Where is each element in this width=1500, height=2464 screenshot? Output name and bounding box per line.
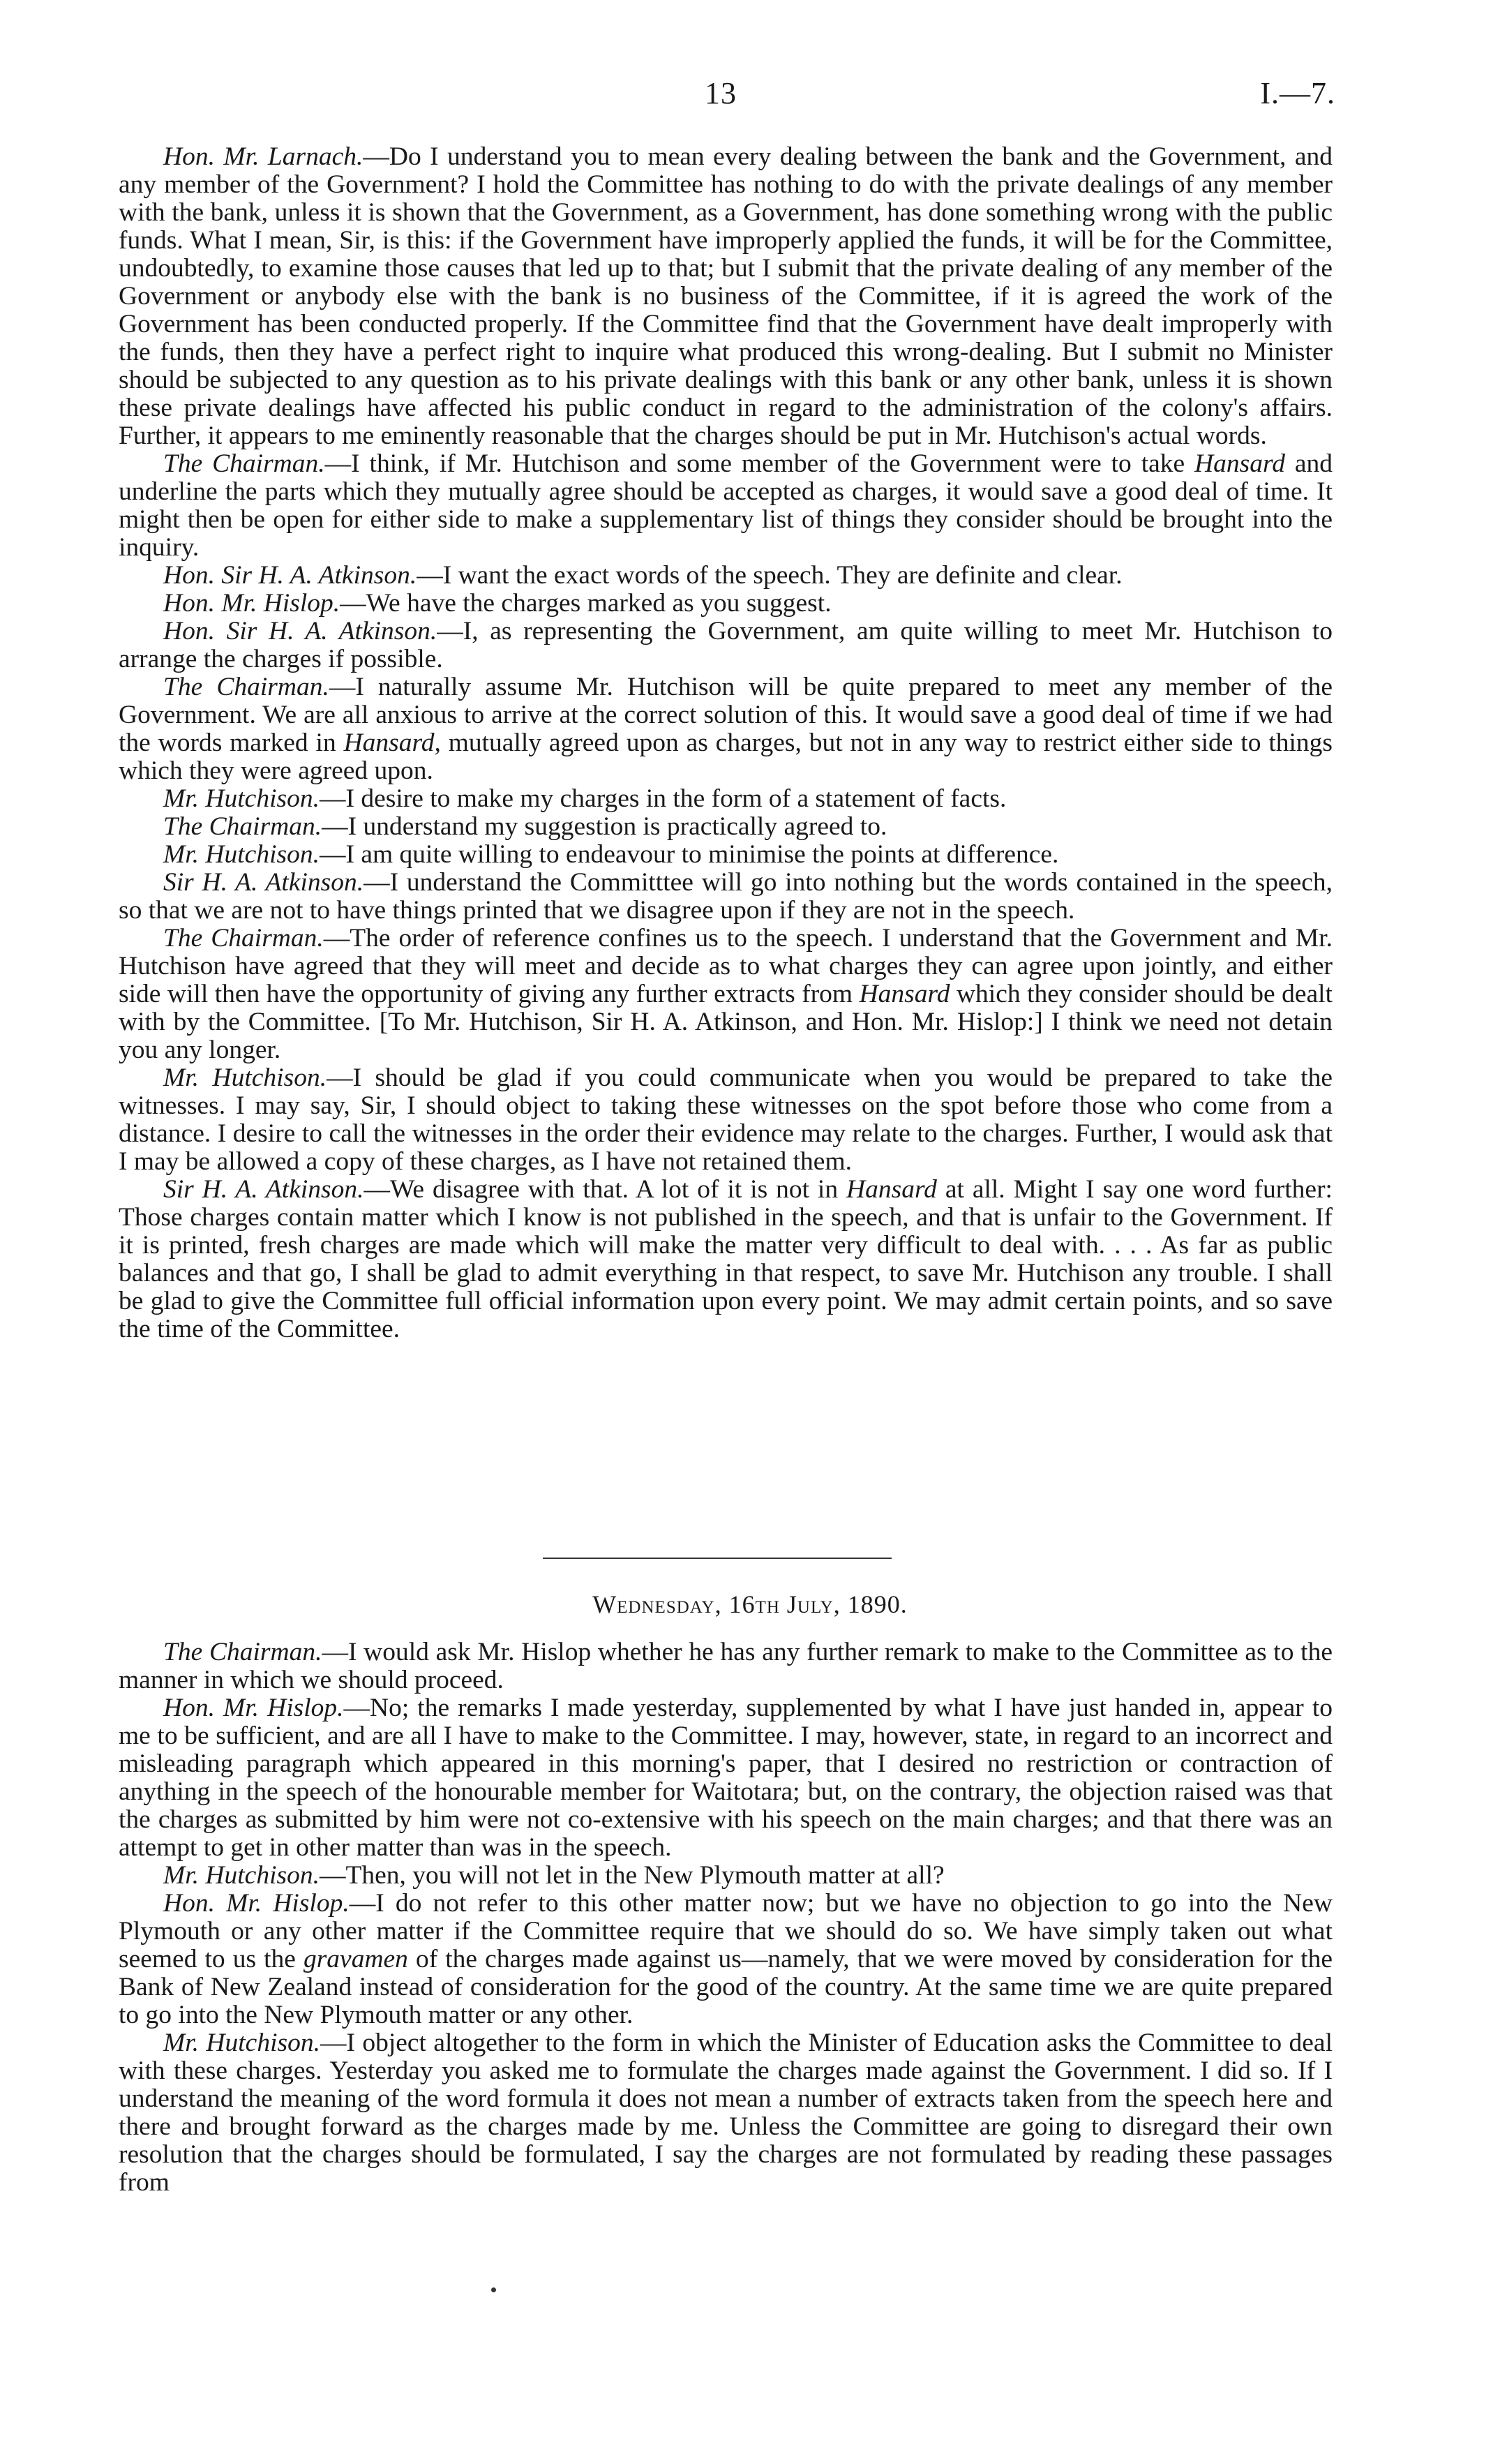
- speech-paragraph: [119, 590, 1333, 618]
- speech-paragraph: [119, 1638, 1333, 1694]
- speech-text: —I want the exact words of the speech. They are definite and clear.: [417, 561, 1123, 590]
- speech-paragraph: [119, 1064, 1333, 1176]
- speech-text: —No; the remarks I made yesterday, supplemented by what I have just handed in, appear to me to be sufficient, and are all I have to make to the Committee. I may, however, state, in regard to an incorrect and misleading paragraph which appeared in this morning's paper, that I desired no restriction or contraction of anything in the speech of the honourable member for Waitotara; but, on the contrary, the objection raised was that the charges as submitted by him were not co-extensive with his speech on the main charges; and that there was an attempt to get in other matter than was in the speech.: [119, 1694, 1333, 1862]
- speech-text: —Do I understand you to mean every dealing between the bank and the Government, and any member of the Government? I hold the Committee has nothing to do with the private dealings of any member with the bank, unless it is shown that the Government, as a Government, has done something wrong with the public funds. What I mean, Sir, is this: if the Government have improperly applied the funds, it will be for the Committee, undoubtedly, to examine those causes that led up to that; but I submit that the private dealing of any member of the Government or anybody else with the bank is no business of the Committee, if it is agreed the work of the Government has been conducted properly. If the Committee find that the Government have dealt improperly with the funds, then they have a perfect right to inquire what produced this wrong-dealing. But I submit no Minister should be subjected to any question as to his private dealings with this bank or any other bank, unless it is shown these private dealings have affected his public conduct in regard to the administration of the colony's affairs. Further, it appears to me eminently reasonable that the charges should be put in Mr. Hutchison's actual words.: [119, 142, 1333, 450]
- speech-paragraph: [119, 562, 1333, 590]
- speaker-name: Mr. Hutchison.: [163, 784, 320, 813]
- speech-paragraph: [119, 450, 1333, 562]
- emphasized-text: Hansard: [846, 1175, 937, 1204]
- speech-text: at all. Might I say one word further: Those charges contain matter which I know is not published in the speech, and that is unfair to the Government. If it is printed, fresh charges are made which will make the matter very difficult to deal with. . . . As far as public balances and that go, I shall be glad to admit everything in that respect, to save Mr. Hutchison any trouble. I shall be glad to give the Committee full official information upon every point. We may admit certain points, and so save the time of the Committee.: [119, 1175, 1333, 1343]
- speech-text: —I think, if Mr. Hutchison and some member of the Government were to take: [324, 449, 1195, 478]
- speech-paragraph: [119, 841, 1333, 869]
- emphasized-text: gravamen: [303, 1945, 408, 1973]
- speaker-name: Hon. Mr. Hislop.: [163, 1889, 350, 1918]
- speech-paragraph: [119, 925, 1333, 1064]
- speech-text: —I, as representing the Government, am quite willing to meet Mr. Hutchison to arrange the charges if possible.: [119, 617, 1333, 673]
- proceedings-section-2: [119, 1638, 1333, 2197]
- speaker-name: Hon. Sir H. A. Atkinson.: [163, 561, 417, 590]
- speaker-name: The Chairman.: [163, 924, 324, 953]
- date-heading: Wednesday, 16th July, 1890.: [592, 1590, 908, 1618]
- speech-paragraph: [119, 618, 1333, 673]
- section-divider: [543, 1558, 892, 1559]
- speech-paragraph: [119, 1694, 1333, 1862]
- speaker-name: Mr. Hutchison.: [163, 1861, 320, 1890]
- page-reference: I.—7.: [1260, 76, 1335, 110]
- speech-text: —We disagree with that. A lot of it is not in: [363, 1175, 847, 1204]
- speech-text: which they consider should be dealt with by the Committee. [To Mr. Hutchison, Sir H. A. Atkinson, and Hon. Mr. Hislop:] I think we need not detain you any longer.: [119, 980, 1333, 1064]
- speaker-name: Hon. Mr. Hislop.: [163, 589, 340, 618]
- speaker-name: Sir H. A. Atkinson.: [163, 868, 364, 897]
- speech-text: —I understand my suggestion is practically agreed to.: [322, 812, 887, 841]
- speech-text: —I desire to make my charges in the form of a statement of facts.: [319, 784, 1007, 813]
- speaker-name: Hon. Sir H. A. Atkinson.: [163, 617, 437, 645]
- speech-text: —I understand the Committtee will go into nothing but the words contained in the speech, so that we are not to have things printed that we disagree upon if they are not in the speech.: [119, 868, 1333, 925]
- speech-text: of the charges made against us—namely, that we were moved by consideration for the Bank of New Zealand instead of consideration for the good of the country. At the same time we are quite prepared to go into the New Plymouth matter or any other.: [119, 1945, 1333, 2029]
- proceedings-section-1: [119, 143, 1333, 1343]
- page-number: 13: [705, 76, 737, 110]
- speaker-name: The Chairman.: [163, 673, 329, 701]
- speech-paragraph: [119, 1862, 1333, 1890]
- speaker-name: Mr. Hutchison.: [163, 840, 320, 869]
- speaker-name: Mr. Hutchison.: [163, 2029, 320, 2057]
- emphasized-text: Hansard,: [343, 729, 441, 757]
- speaker-name: Hon. Mr. Hislop.: [163, 1694, 344, 1722]
- speech-text: mutually agreed upon as charges, but not in any way to restrict either side to things which they were agreed upon.: [119, 729, 1333, 785]
- speech-text: —Then, you will not let in the New Plymouth matter at all?: [319, 1861, 945, 1890]
- speaker-name: The Chairman.: [163, 1638, 322, 1666]
- print-mark: [491, 2287, 496, 2292]
- speech-paragraph: [119, 1176, 1333, 1343]
- speech-text: —I should be glad if you could communicate when you would be prepared to take the witnesses. I may say, Sir, I should object to taking these witnesses on the spot before those who come from a distance. I desire to call the witnesses in the order their evidence may relate to the charges. Further, I would ask that I may be allowed a copy of these charges, as I have not retained them.: [119, 1063, 1333, 1176]
- speech-text: —I would ask Mr. Hislop whether he has any further remark to make to the Committee as to the manner in which we should proceed.: [119, 1638, 1333, 1694]
- emphasized-text: Hansard: [1194, 449, 1285, 478]
- speaker-name: Sir H. A. Atkinson.: [163, 1175, 364, 1204]
- speech-text: —The order of reference confines us to the speech. I understand that the Government and Mr. Hutchison have agreed that they will meet and decide as to what charges they can agree upon jointly, and either side will then have the opportunity of giving any further extracts from: [119, 924, 1333, 1008]
- speech-text: —I object altogether to the form in which the Minister of Education asks the Committee to deal with these charges. Yesterday you asked me to formulate the charges made against the Government. I did so. If I understand the meaning of the word formula it does not mean a number of extracts taken from the speech here and there and brought forward as the charges made by me. Unless the Committee are going to disregard their own resolution that the charges should be formulated, I say the charges are not formulated by reading these passages from: [119, 2029, 1333, 2197]
- speech-text: —I naturally assume Mr. Hutchison will be quite prepared to meet any member of the Government. We are all anxious to arrive at the correct solution of this. It would save a good deal of time if we had the words marked in: [119, 673, 1333, 757]
- speech-text: and underline the parts which they mutually agree should be accepted as charges, it would save a good deal of time. It might then be open for either side to make a supplementary list of things they consider should be brought into the inquiry.: [119, 449, 1333, 562]
- speech-text: —We have the charges marked as you suggest.: [340, 589, 832, 618]
- emphasized-text: Hansard: [859, 980, 950, 1008]
- speech-text: —I am quite willing to endeavour to minimise the points at difference.: [319, 840, 1059, 869]
- speech-text: —I do not refer to this other matter now; but we have no objection to go into the New Plymouth or any other matter if the Committee require that we should do so. We have simply taken out what seemed to us the: [119, 1889, 1333, 1973]
- speech-paragraph: [119, 1890, 1333, 2029]
- speaker-name: The Chairman.: [163, 812, 322, 841]
- speech-paragraph: [119, 143, 1333, 450]
- speaker-name: The Chairman.: [163, 449, 325, 478]
- speech-paragraph: [119, 785, 1333, 813]
- speech-paragraph: [119, 673, 1333, 785]
- speech-paragraph: [119, 869, 1333, 925]
- speaker-name: Mr. Hutchison.: [163, 1063, 327, 1092]
- speech-paragraph: [119, 813, 1333, 841]
- speech-paragraph: [119, 2029, 1333, 2197]
- speaker-name: Hon. Mr. Larnach.: [163, 142, 363, 171]
